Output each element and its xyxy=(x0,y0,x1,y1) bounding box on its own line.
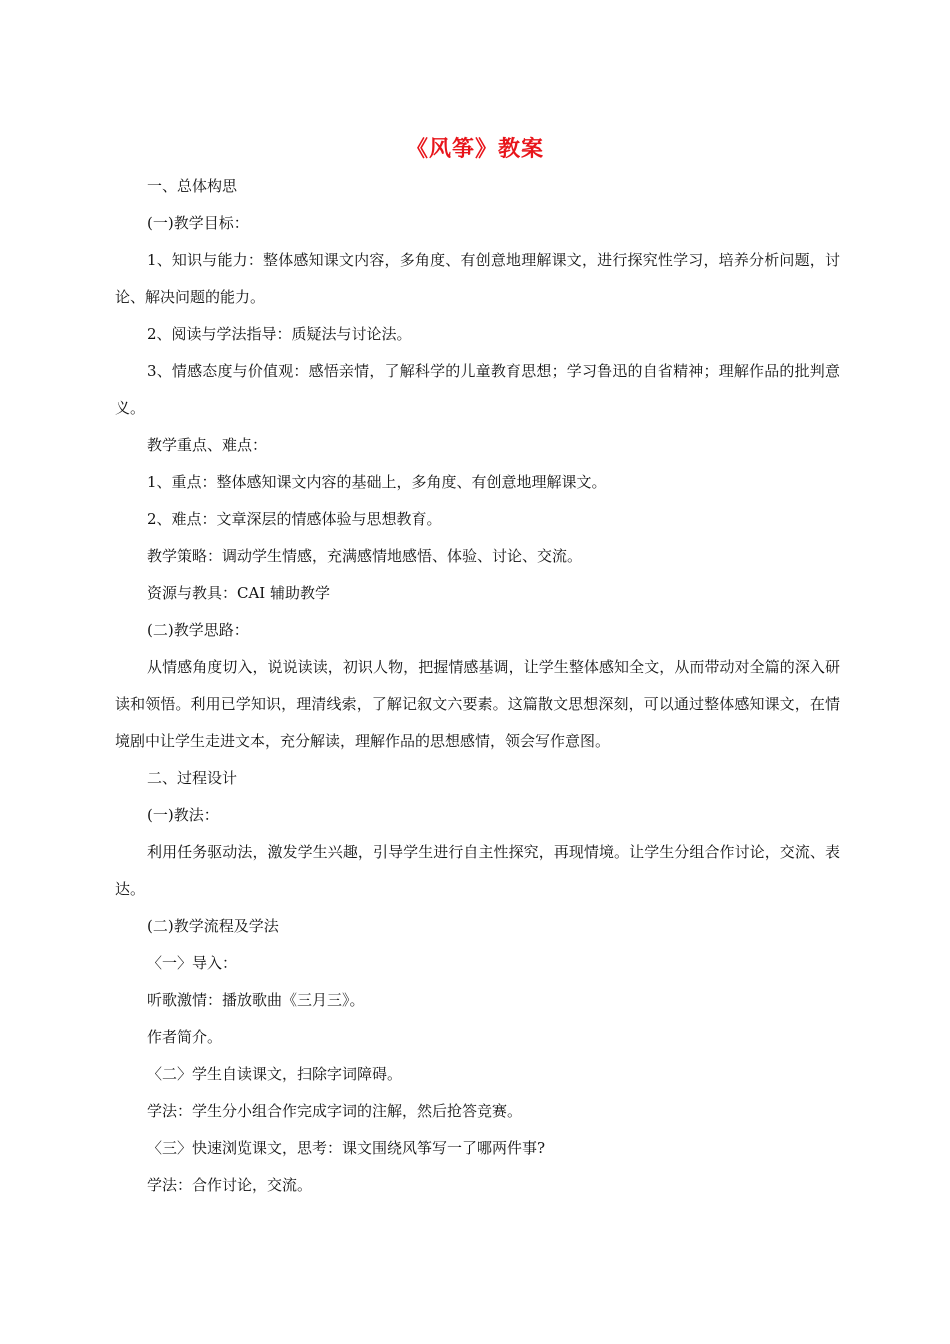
paragraph: 2、阅读与学法指导：质疑法与讨论法。 xyxy=(147,325,412,343)
paragraph: 〈三〉快速浏览课文，思考：课文围绕风筝写一了哪两件事? xyxy=(147,1139,546,1157)
section-heading-2: 二、过程设计 xyxy=(147,769,238,787)
document-title: 《风筝》教案 xyxy=(405,137,544,162)
paragraph: 教学重点、难点： xyxy=(147,436,268,454)
paragraph: 利用任务驱动法，激发学生兴趣，引导学生进行自主性探究，再现情境。让学生分组合作讨论，交流、表达。 xyxy=(115,843,840,898)
subsection-heading: (一)教法： xyxy=(147,806,219,824)
paragraph: 〈二〉学生自读课文，扫除字词障碍。 xyxy=(147,1065,403,1083)
paragraph: 学法：学生分小组合作完成字词的注解，然后抢答竞赛。 xyxy=(147,1102,523,1120)
paragraph: 教学策略：调动学生情感，充满感情地感悟、体验、讨论、交流。 xyxy=(147,547,583,565)
section-heading-1: 一、总体构思 xyxy=(147,177,238,195)
paragraph: 〈一〉导入： xyxy=(147,954,238,972)
paragraph: 资源与教具：CAI 辅助教学 xyxy=(147,584,331,602)
paragraph: 学法：合作讨论，交流。 xyxy=(147,1176,313,1194)
paragraph: 1、知识与能力：整体感知课文内容，多角度、有创意地理解课文，进行探究性学习，培养分析问题，讨论、解决问题的能力。 xyxy=(115,251,840,306)
paragraph: 2、难点：文章深层的情感体验与思想教育。 xyxy=(147,510,442,528)
subsection-heading: (二)教学流程及学法 xyxy=(147,917,279,935)
subsection-heading: (二)教学思路： xyxy=(147,621,249,639)
paragraph: 听歌激情：播放歌曲《三月三》。 xyxy=(147,991,365,1009)
paragraph: 从情感角度切入，说说读读，初识人物，把握情感基调，让学生整体感知全文，从而带动对全篇的深入研读和领悟。利用已学知识，理清线索，了解记叙文六要素。这篇散文思想深刻，可以通过整体感知课文，在情境剧中让学生走进文本，充分解读，理解作品的思想感情，领会写作意图。 xyxy=(115,658,840,750)
subsection-heading: (一)教学目标： xyxy=(147,214,249,232)
paragraph: 1、重点：整体感知课文内容的基础上，多角度、有创意地理解课文。 xyxy=(147,473,607,491)
paragraph: 作者简介。 xyxy=(147,1028,223,1046)
paragraph: 3、情感态度与价值观：感悟亲情，了解科学的儿童教育思想；学习鲁迅的自省精神；理解作品的批判意义。 xyxy=(115,362,840,417)
